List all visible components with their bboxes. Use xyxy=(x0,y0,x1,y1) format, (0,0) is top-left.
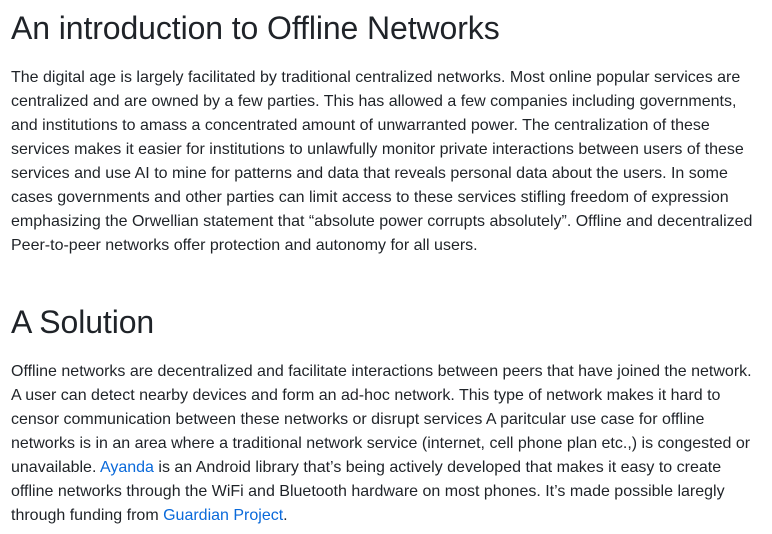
intro-paragraph: The digital age is largely facilitated by traditional centralized networks. Most online popular services are centralized and are owned by a few parties. This has allowed a few companies including governments, and institutions to amass a concentrated amount of unwarranted power. The centralization of these services makes it easier for institutions to unlawfully monitor private interactions between users of these services and use AI to mine for patterns and data that reveals personal data about the users. In some cases governments and other parties can limit access to these services stifling freedom of expression emphasizing the Orwellian statement that “absolute power corrupts absolutely”. Offline and decentralized Peer-to-peer networks offer protection and autonomy for all users. xyxy=(11,69,753,254)
guardian-project-link[interactable]: Guardian Project xyxy=(163,507,284,524)
solution-text-part2: is an Android library that’s being actively developed that makes it easy to create offline networks through the WiFi and Bluetooth hardware on most phones. It’s made possible laregly through funding from xyxy=(11,459,725,524)
solution-text-part3: . xyxy=(283,507,288,524)
intro-heading: An introduction to Offline Networks xyxy=(11,10,500,46)
ayanda-link[interactable]: Ayanda xyxy=(99,459,154,476)
solution-paragraph xyxy=(11,360,761,528)
solution-text-part1: Offline networks are decentralized and facilitate interactions between peers that have joined the network. A user can detect nearby devices and form an ad-hoc network. This type of network makes it hard to censor communication between these networks or disrupt services A paritcular use case for offline networks is in an area where a traditional network service (internet, cell phone plan etc.,) is congested or unavailable. xyxy=(11,363,752,476)
solution-heading: A Solution xyxy=(11,304,155,340)
